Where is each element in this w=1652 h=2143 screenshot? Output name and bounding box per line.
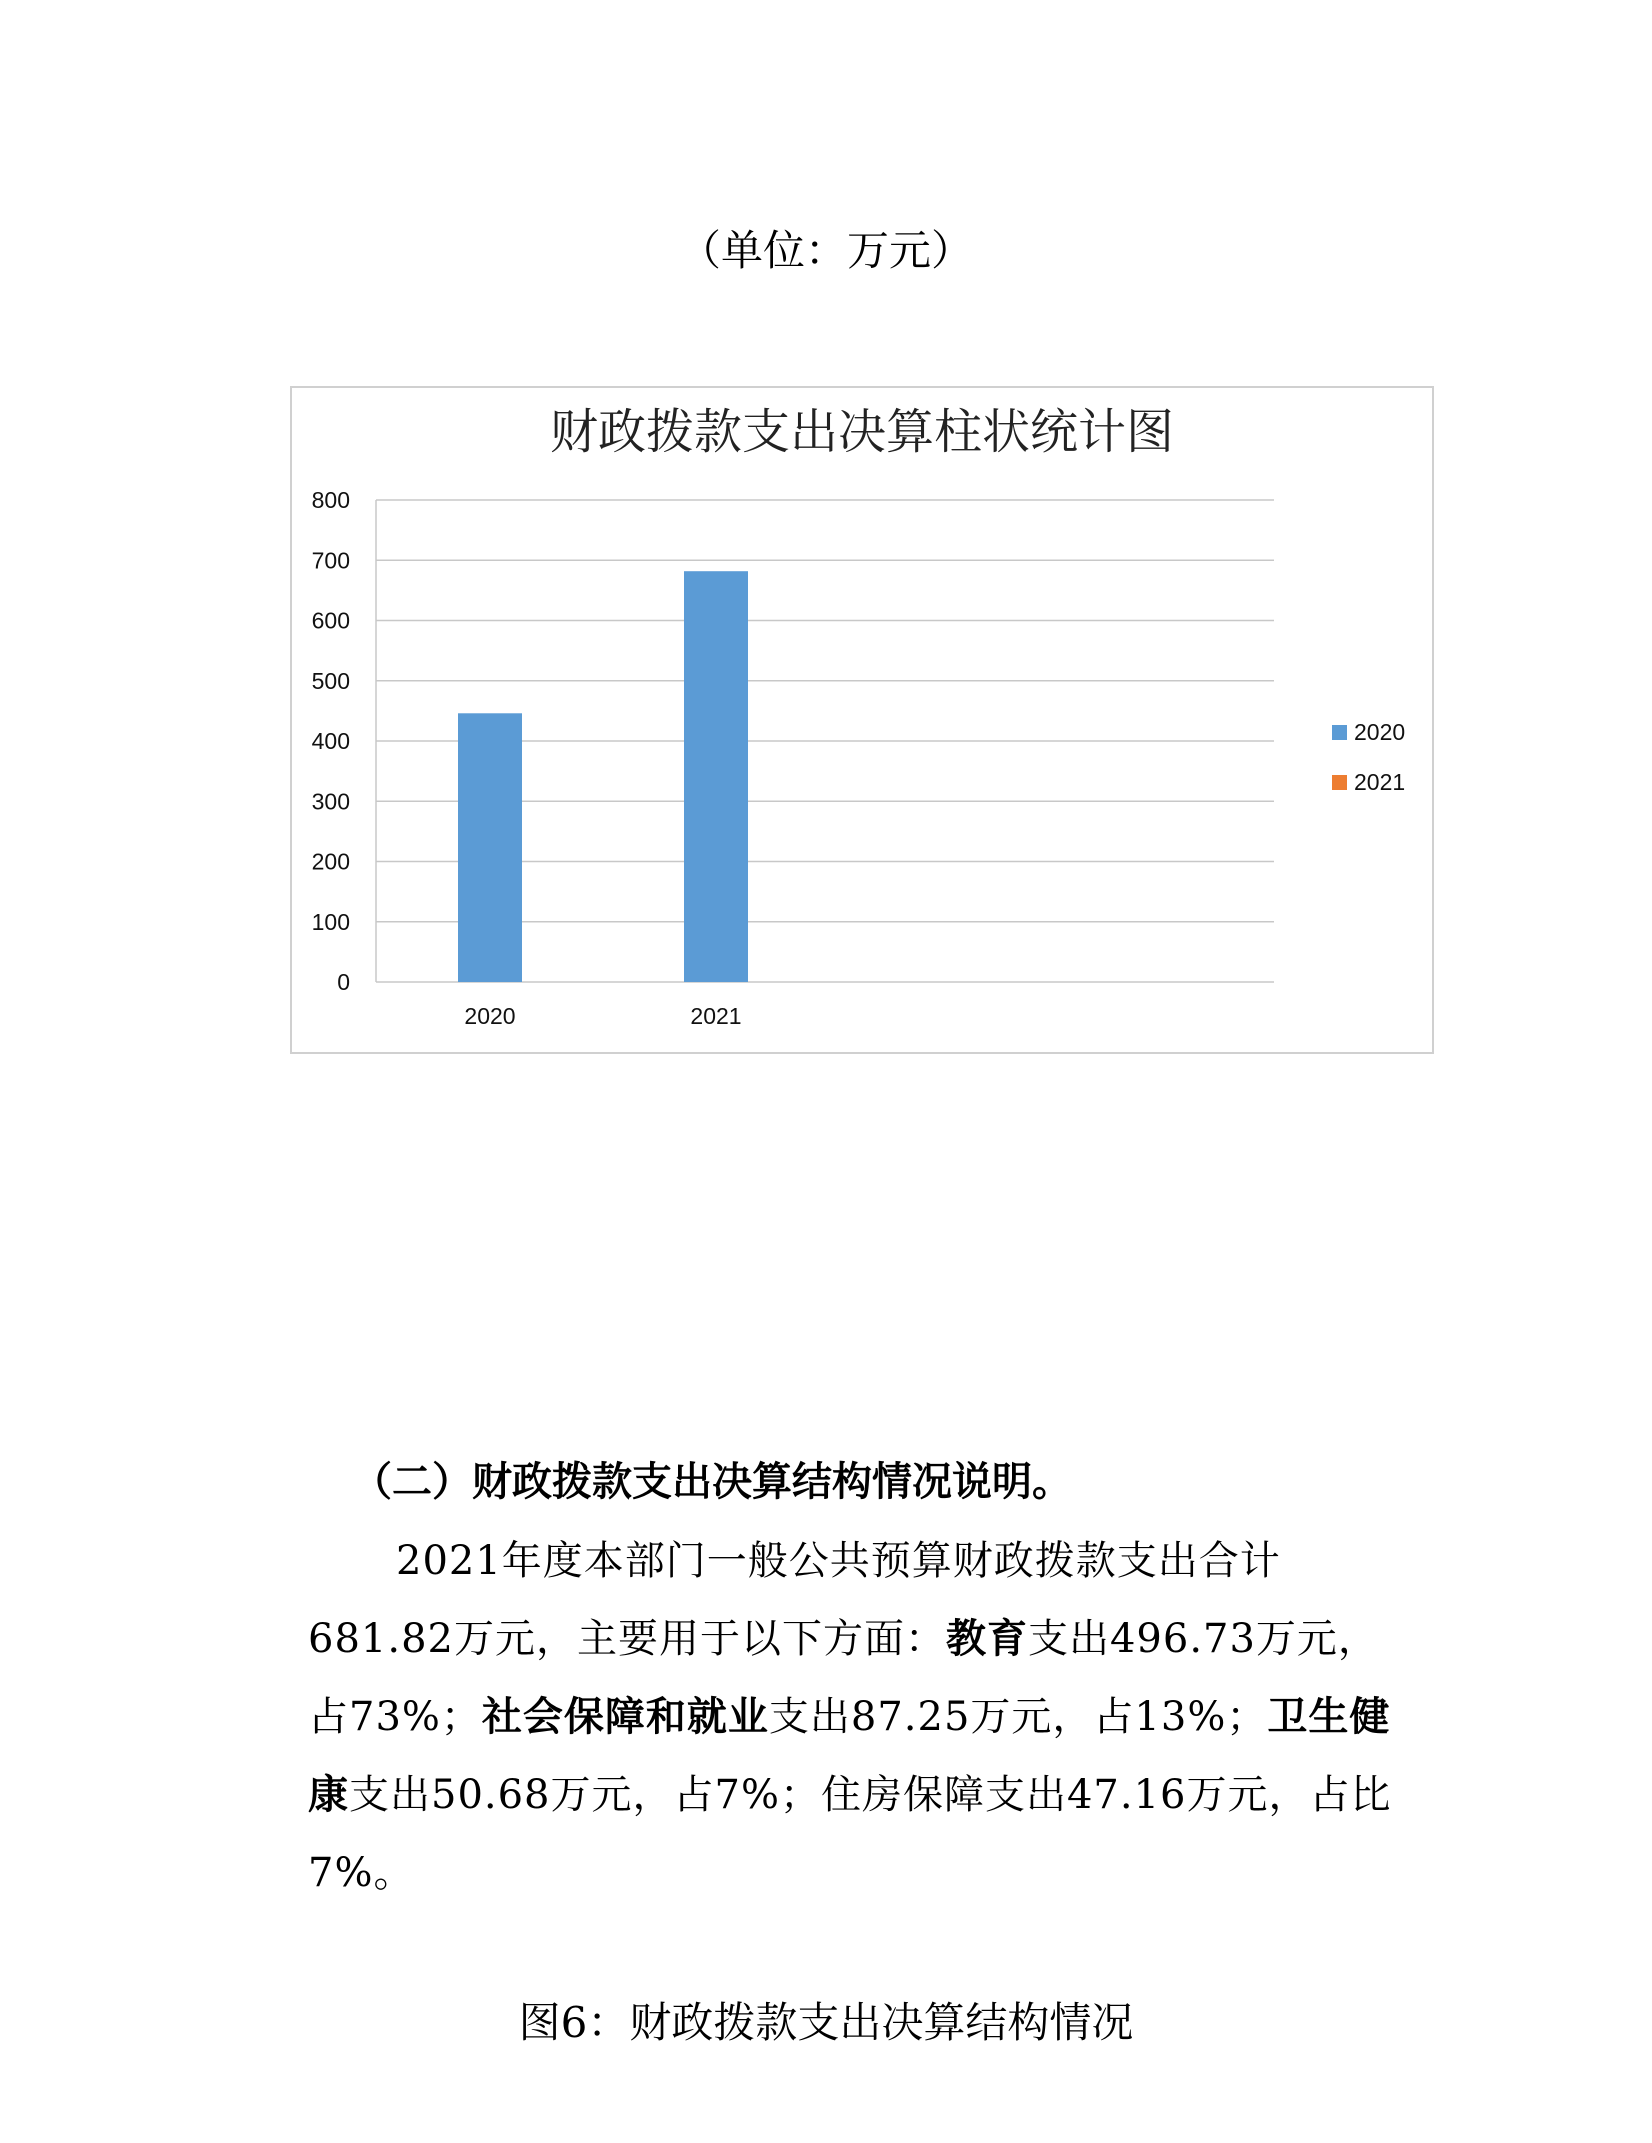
legend-swatch: [1332, 775, 1347, 790]
paragraph-run-bold: 教育: [945, 1615, 1028, 1662]
y-tick-label: 400: [311, 728, 350, 754]
paragraph-run-bold: 社会保障和就业: [481, 1693, 769, 1740]
y-tick-label: 700: [311, 547, 350, 574]
unit-label: （单位：万元）: [678, 226, 973, 275]
paragraph-run: 支出50.68万元，占7%；住房保障支出47.16万元，占比7%。: [308, 1772, 1392, 1896]
legend-label: 2021: [1354, 769, 1406, 795]
bar-chart-svg: [292, 388, 1432, 1052]
y-tick-label: 600: [311, 607, 350, 634]
bar-2021: [684, 571, 748, 982]
paragraph-run: 支出496.73万元，占73%；: [308, 1616, 1379, 1740]
paragraph-run: 2021年度本部门一般公共预算财政拨款支出合计681.82万元，主要用于以下方面：: [308, 1538, 1281, 1662]
x-tick-label: 2021: [690, 1003, 742, 1029]
section-heading: （二）财政拨款支出决算结构情况说明。: [352, 1458, 1072, 1505]
paragraph-run-bold: 卫生健康: [308, 1693, 1391, 1818]
y-tick-label: 800: [311, 487, 350, 513]
legend-swatch: [1332, 725, 1347, 740]
paragraph-run: 支出87.25万元，占13%；: [768, 1694, 1268, 1740]
figure-caption: 图6：财政拨款支出决算结构情况: [518, 1998, 1134, 2047]
section-paragraph: [308, 1522, 1404, 1912]
y-tick-label: 100: [311, 908, 350, 935]
bar-2020: [458, 713, 522, 982]
x-tick-label: 2020: [464, 1003, 516, 1029]
y-tick-label: 0: [337, 969, 350, 995]
chart-title: 财政拨款支出决算柱状统计图: [549, 404, 1175, 460]
legend-label: 2020: [1354, 719, 1406, 745]
y-tick-label: 300: [311, 788, 350, 815]
y-tick-label: 200: [311, 848, 350, 875]
y-tick-label: 500: [311, 667, 350, 694]
bar-chart: [290, 386, 1434, 1054]
